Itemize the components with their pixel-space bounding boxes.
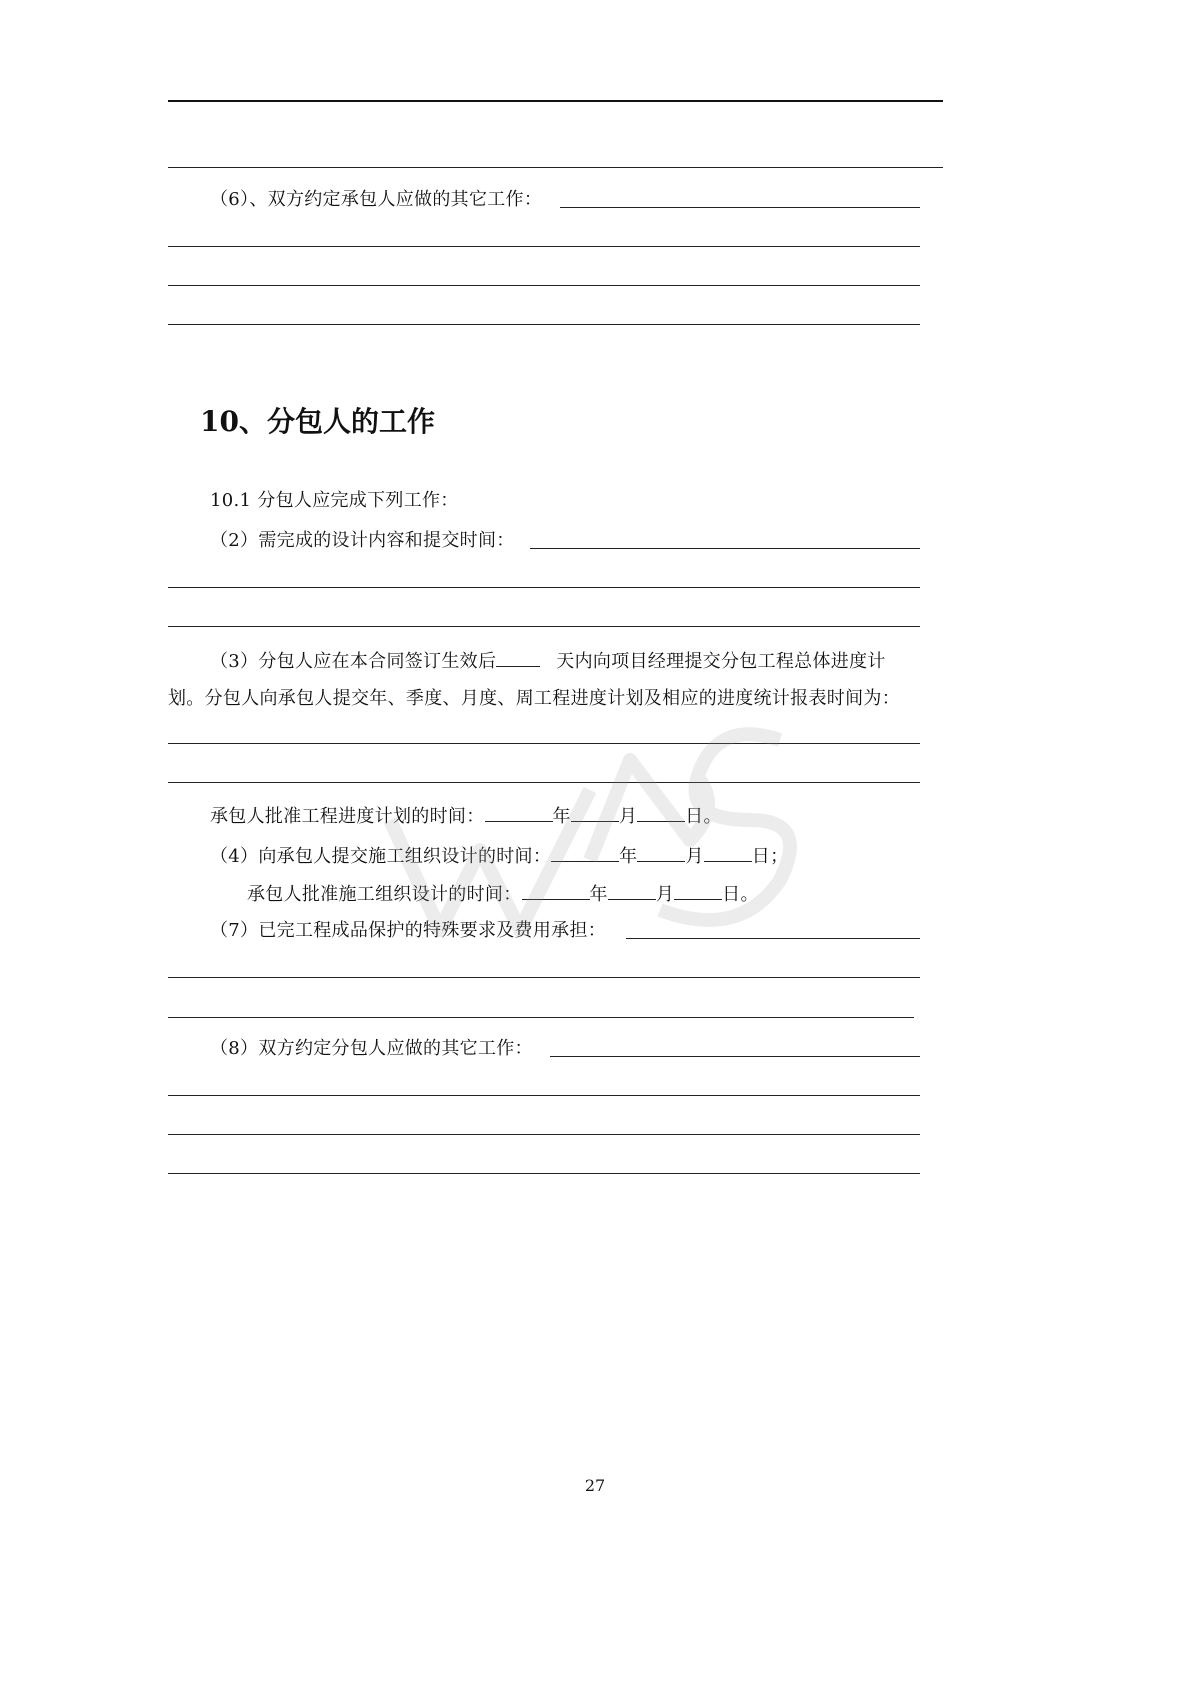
item-2-label: （2）需完成的设计内容和提交时间： xyxy=(210,530,515,551)
semicolon-mark: ； xyxy=(770,846,789,867)
item-7-label: （7）已完工程成品保护的特殊要求及费用承担： xyxy=(210,920,607,941)
item-8-label: （8）双方约定分包人应做的其它工作： xyxy=(210,1038,533,1059)
item-6-label: （6）、双方约定承包人应做的其它工作： xyxy=(210,189,543,210)
wps-watermark-icon xyxy=(360,700,820,960)
section-10-1-intro: 10.1 分包人应完成下列工作： xyxy=(210,490,459,511)
item-6-fill-line[interactable] xyxy=(560,207,920,208)
day-unit: 日 xyxy=(751,846,771,867)
item-6-line-3[interactable] xyxy=(168,324,920,325)
month-unit: 月 xyxy=(655,884,675,905)
item-2-line-1[interactable] xyxy=(168,587,920,588)
month-unit: 月 xyxy=(618,806,638,827)
period-mark: 。 xyxy=(740,884,759,905)
item-8-line-3[interactable] xyxy=(168,1173,920,1174)
item-7-line-1[interactable] xyxy=(168,977,920,978)
section-10-title: 10、分包人的工作 xyxy=(200,405,435,438)
item-6-line-2[interactable] xyxy=(168,285,920,286)
item-6-line-1[interactable] xyxy=(168,246,920,247)
item-2-fill-line[interactable] xyxy=(530,548,920,549)
period-mark: 。 xyxy=(703,806,722,827)
item-2-line-2[interactable] xyxy=(168,626,920,627)
item-3-text-a: （3）分包人应在本合同签订生效后 xyxy=(210,651,497,672)
month-unit: 月 xyxy=(685,846,704,867)
year-unit: 年 xyxy=(552,806,571,827)
top-rule xyxy=(168,167,943,168)
item-3-line-2: 划。分包人向承包人提交年、季度、月度、周工程进度计划及相应的进度统计报表时间为： xyxy=(168,688,900,709)
item-7-line-2[interactable] xyxy=(168,1017,914,1018)
year-unit: 年 xyxy=(589,884,608,905)
item-4-label: （4）向承包人提交施工组织设计的时间： xyxy=(210,846,552,867)
approve-org-label: 承包人批准施工组织设计的时间： xyxy=(247,884,522,905)
day-unit: 日 xyxy=(685,806,704,827)
year-unit: 年 xyxy=(619,846,638,867)
item-8-fill-line[interactable] xyxy=(550,1056,920,1057)
item-3-text-b: 天内向项目经理提交分包工程总体进度计 xyxy=(556,651,886,672)
item-8-line-1[interactable] xyxy=(168,1095,920,1096)
page-number: 27 xyxy=(584,1476,606,1495)
approve-progress-label: 承包人批准工程进度计划的时间： xyxy=(210,806,485,827)
top-rule-thick xyxy=(168,100,943,102)
day-unit: 日 xyxy=(722,884,741,905)
item-8-line-2[interactable] xyxy=(168,1134,920,1135)
item-3-line-1 xyxy=(210,648,886,673)
item-3-days-blank[interactable] xyxy=(496,648,540,667)
